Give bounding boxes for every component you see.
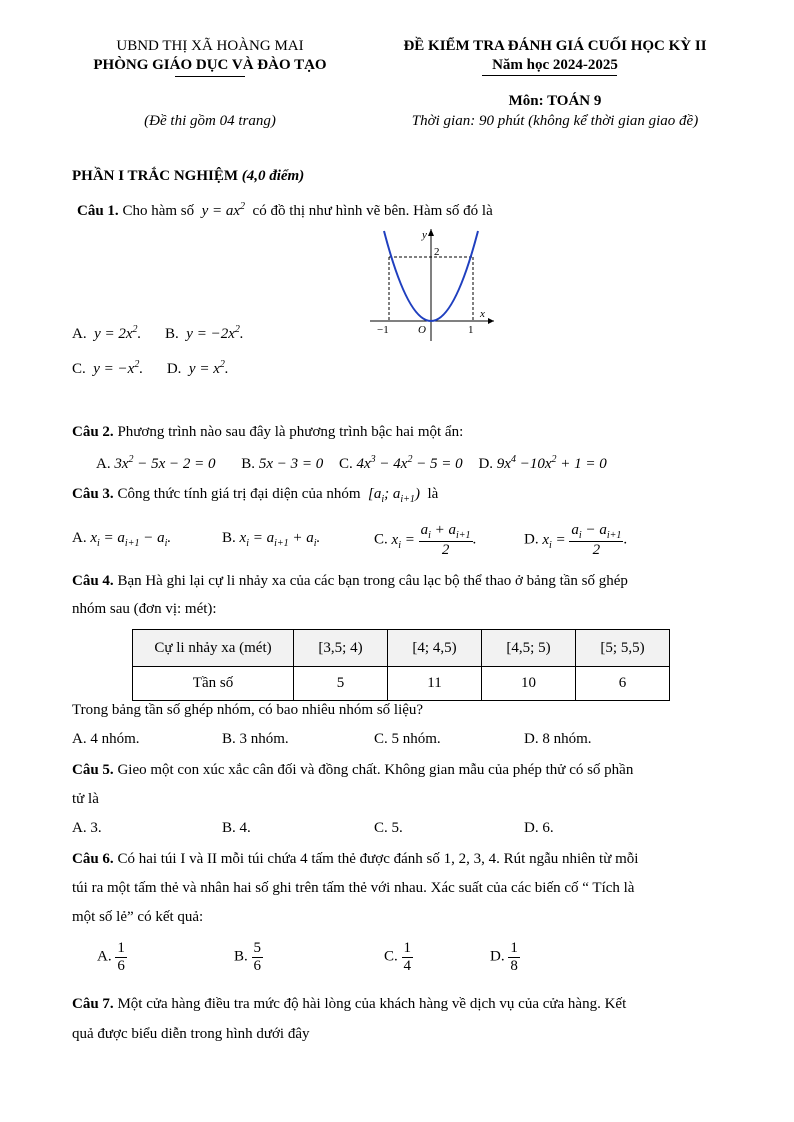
school-year: Năm học 2024-2025 xyxy=(492,57,618,73)
y-axis-arrow xyxy=(428,229,434,236)
question-6: Câu 6. Có hai túi I và II mỗi túi chứa 4 tấm thẻ được đánh số 1, 2, 3, 4. Rút ngẫu nhiên từ mỗi xyxy=(72,851,639,867)
q6-option-c: C. $\frac{1}{4}$ xyxy=(384,940,412,974)
table-cell: Tần số xyxy=(133,667,294,701)
q4-option-c: C. 5 nhóm. xyxy=(374,731,441,747)
table-row xyxy=(133,667,670,701)
header-left-underline xyxy=(175,76,245,77)
q1-options-row1: A. $y = 2x^2$. B. $y = -2x^2$. xyxy=(72,324,244,342)
q4-option-d: D. 8 nhóm. xyxy=(524,731,592,747)
header-department: PHÒNG GIÁO DỤC VÀ ĐÀO TẠO xyxy=(93,57,327,73)
question-5-line2: tử là xyxy=(72,791,99,807)
question-1: Câu 1. Cho hàm số $y = ax^2$ có đồ thị như hình vẽ bên. Hàm số đó là xyxy=(77,201,493,219)
question-7: Câu 7. Một cửa hàng điều tra mức độ hài lòng của khách hàng về dịch vụ của cửa hàng. Kết xyxy=(72,996,627,1012)
q1-options-row2: C. $y = -x^2$. D. $y = x^2$. xyxy=(72,359,229,377)
q4-question: Trong bảng tần số ghép nhóm, có bao nhiêu nhóm số liệu? xyxy=(72,702,424,718)
q1-function: $y = ax^2$ xyxy=(197,201,246,219)
table-header-row xyxy=(133,630,670,667)
q5-option-a: A. 3. xyxy=(72,820,102,836)
section-title: PHẦN I TRẮC NGHIỆM (4,0 điểm) xyxy=(72,168,305,184)
question-6-line2: túi ra một tấm thẻ và nhân hai số ghi trên tấm thẻ với nhau. Xác suất của các biến cố “ Tích là xyxy=(72,880,635,896)
question-6-line3: một số lẻ” có kết quả: xyxy=(72,909,204,925)
origin-label: O xyxy=(418,324,426,336)
q6-option-b: B. $\frac{5}{6}$ xyxy=(234,940,262,974)
question-4: Câu 4. Bạn Hà ghi lại cự li nhảy xa của các bạn trong câu lạc bộ thể thao ở bảng tần số ghép xyxy=(72,573,628,589)
table-cell: [5; 5,5) xyxy=(576,630,670,667)
tick-neg1: −1 xyxy=(377,324,389,336)
header-right-underline xyxy=(482,75,617,76)
q2-options: A. $3x^2 - 5x - 2 = 0$ B. 5x − 3 = 0 C. $4x^3 - 4x^2 - 5 = 0$ D. $9x^4 -10x^2 + 1 = 0$ xyxy=(96,454,607,472)
pages-note: (Đề thi gồm 04 trang) xyxy=(144,113,276,129)
table-cell: [3,5; 4) xyxy=(294,630,388,667)
exam-title: ĐỀ KIỂM TRA ĐÁNH GIÁ CUỐI HỌC KỲ II xyxy=(403,38,707,54)
tick-1: 1 xyxy=(468,324,474,336)
parabola-graph xyxy=(370,226,495,344)
table-cell: 10 xyxy=(482,667,576,701)
question-2: Câu 2. Phương trình nào sau đây là phương trình bậc hai một ẩn: xyxy=(72,424,464,440)
q6-option-d: D. $\frac{1}{8}$ xyxy=(490,940,518,974)
subject: Môn: TOÁN 9 xyxy=(508,93,602,109)
table-cell: [4; 4,5) xyxy=(388,630,482,667)
header-org: UBND THỊ XÃ HOÀNG MAI xyxy=(116,38,304,54)
q3-option-c: C. $x_i$ = $\frac{a_i + a_{i+1}}{2}$ . xyxy=(374,522,477,558)
x-axis-arrow xyxy=(488,318,494,324)
y-label: y xyxy=(422,229,427,241)
frequency-table xyxy=(132,629,670,701)
q3-option-b: B. $x_i = a_{i+1} + a_i$. xyxy=(222,530,321,549)
time-note: Thời gian: 90 phút (không kể thời gian giao đề) xyxy=(411,113,699,129)
q5-option-c: C. 5. xyxy=(374,820,403,836)
q5-option-d: D. 6. xyxy=(524,820,554,836)
x-label: x xyxy=(480,308,485,320)
q3-option-a: A. $x_i = a_{i+1} - a_i$. xyxy=(72,530,172,549)
table-cell: 11 xyxy=(388,667,482,701)
table-cell: [4,5; 5) xyxy=(482,630,576,667)
q6-option-a: A. $\frac{1}{6}$ xyxy=(97,940,125,974)
q4-option-a: A. 4 nhóm. xyxy=(72,731,140,747)
q4-option-b: B. 3 nhóm. xyxy=(222,731,289,747)
table-cell: 5 xyxy=(294,667,388,701)
question-7-line2: quả được biểu diễn trong hình dưới đây xyxy=(72,1026,310,1042)
q5-option-b: B. 4. xyxy=(222,820,251,836)
question-3: Câu 3. Công thức tính giá trị đại diện của nhóm [$a_i$; $a_{i+1}$) là xyxy=(72,486,439,505)
table-cell: 6 xyxy=(576,667,670,701)
tick-2: 2 xyxy=(434,246,440,258)
question-5: Câu 5. Gieo một con xúc xắc cân đối và đồng chất. Không gian mẫu của phép thử có số phần xyxy=(72,762,634,778)
table-cell: Cự li nhảy xa (mét) xyxy=(133,630,294,667)
q3-option-d: D. $x_i$ = $\frac{a_i - a_{i+1}}{2}$ . xyxy=(524,522,628,558)
question-4-line2: nhóm sau (đơn vị: mét): xyxy=(72,601,217,617)
